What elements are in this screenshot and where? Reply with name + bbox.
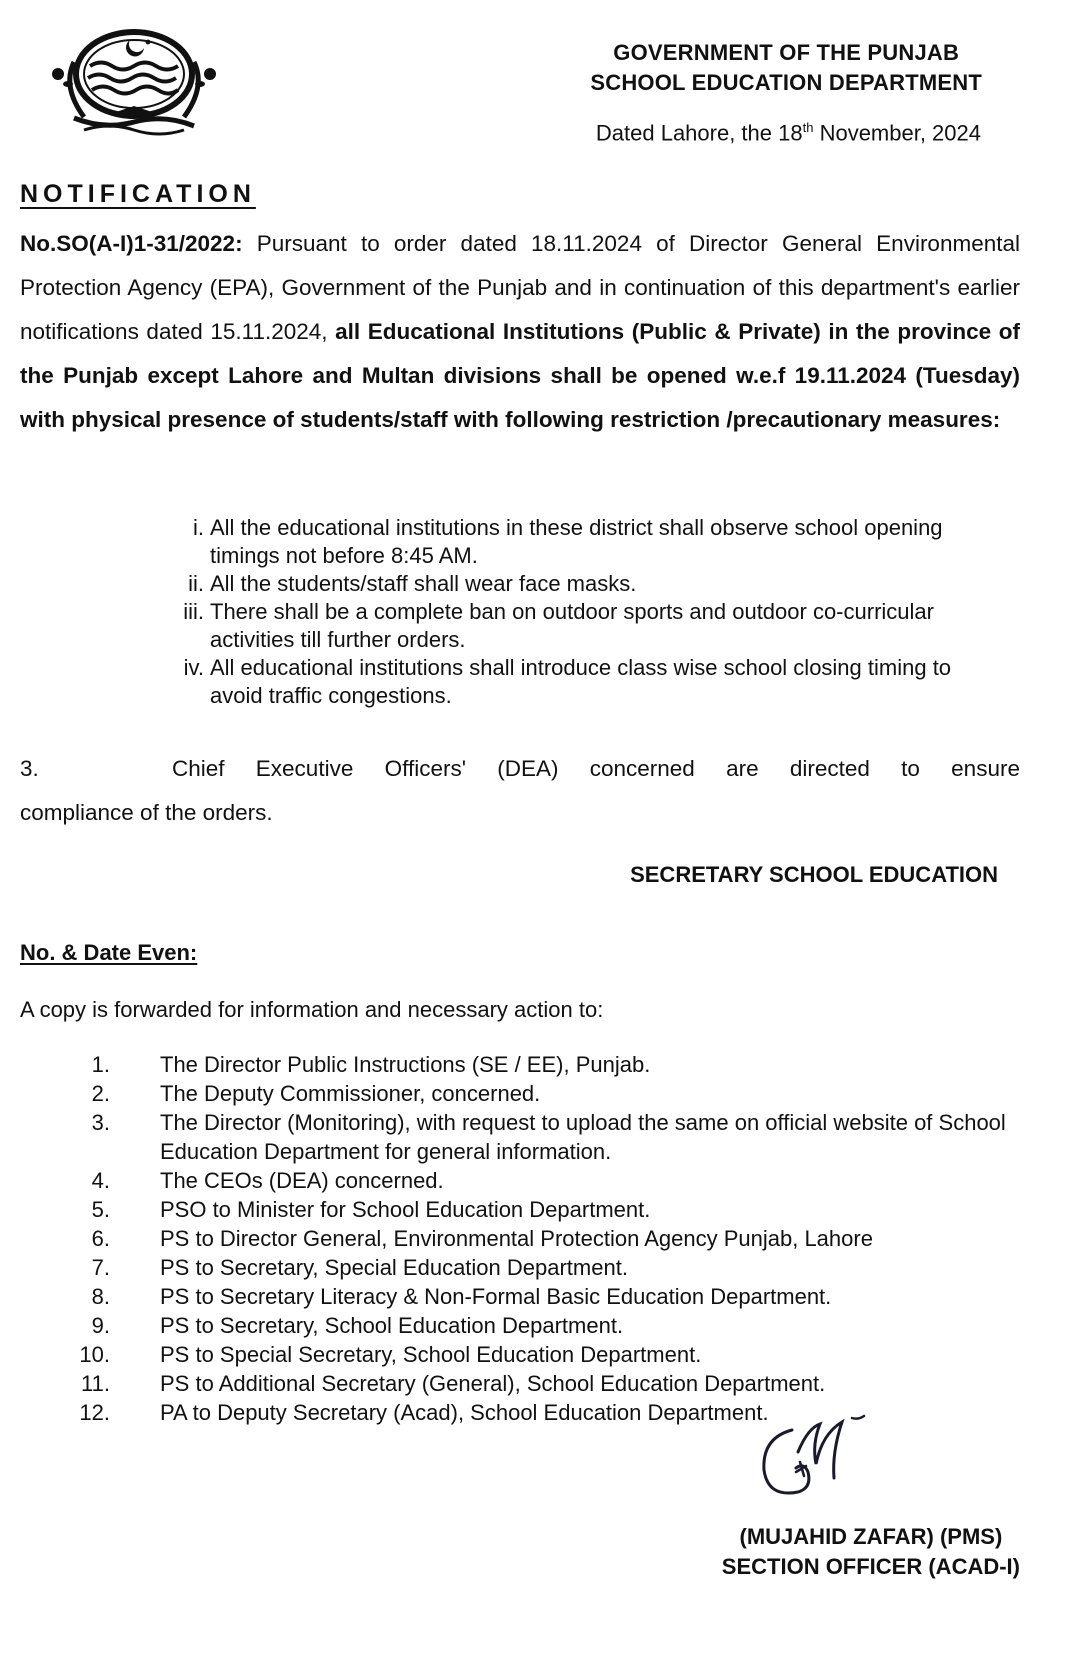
officer-name: (MUJAHID ZAFAR) (PMS) (739, 1524, 1003, 1549)
list-item: 5. PSO to Minister for School Education Department. (91, 1197, 651, 1222)
list-item: 10. PS to Special Secretary, School Education Department. (79, 1342, 702, 1367)
list-item: 11. PS to Additional Secretary (General), School Education Department. (81, 1371, 826, 1396)
punjab-government-emblem-icon (44, 22, 216, 140)
handwritten-signature-icon (752, 1412, 872, 1512)
list-item: 3. The Director (Monitoring), with request to upload the same on official website of School Education Department for general information. (91, 1110, 1006, 1164)
list-item: 8. PS to Secretary Literacy & Non-Formal Basic Education Department. (91, 1284, 832, 1309)
list-item: i. All the educational institutions in these district shall observe school opening timings not before 8:45 AM. (193, 515, 943, 568)
endorsement-heading: No. & Date Even: (20, 940, 198, 965)
letterhead (590, 38, 982, 98)
list-item: 12. PA to Deputy Secretary (Acad), School Education Department. (79, 1400, 769, 1425)
list-item: iii. There shall be a complete ban on outdoor sports and outdoor co-curricular activities till further orders. (183, 599, 934, 652)
paragraph-3: 3. Chief Executive Officers' (DEA) concerned are directed to ensure compliance of the orders. (20, 747, 1020, 835)
notification-decision: all Educational Institutions (Public & Private) in the province of the Punjab except Lahore and Multan divisions shall be opened w.e.f 19.11.2024 (Tuesday) with physical presence of students/staff with following restriction /precautionary measures: (20, 319, 1020, 432)
reference-number: No.SO(A-I)1-31/2022: (20, 231, 243, 256)
list-item: 4. The CEOs (DEA) concerned. (91, 1168, 444, 1193)
distribution-list (70, 1050, 1030, 1427)
date-line: Dated Lahore, the 18th November, 2024 (595, 120, 981, 146)
list-item: 6. PS to Director General, Environmental Protection Agency Punjab, Lahore (91, 1226, 873, 1251)
list-item: 1. The Director Public Instructions (SE / EE), Punjab. (91, 1052, 651, 1077)
list-item: iv. All educational institutions shall introduce class wise school closing timing to avoid traffic congestions. (183, 655, 952, 708)
signatory-block (722, 1522, 1020, 1582)
list-item: 7. PS to Secretary, Special Education Department. (91, 1255, 628, 1280)
officer-designation: SECTION OFFICER (ACAD-I) (721, 1554, 1020, 1579)
list-item: ii. All the students/staff shall wear face masks. (188, 571, 637, 596)
secretary-signatory: SECRETARY SCHOOL EDUCATION (630, 862, 998, 887)
notification-body: No.SO(A-I)1-31/2022: Pursuant to order dated 18.11.2024 of Director General Environmental Protection Agency (EPA), Government of the Punjab and in continuation of this department's earlier notifications dated 15.11.2024, all Educational Institutions (Public & Private) in the province of the Punjab except Lahore and Multan divisions shall be opened w.e.f 19.11.2024 (Tuesday) with physical presence of students/staff with following restriction /precautionary measures: (20, 231, 1020, 432)
measures-list (170, 514, 990, 710)
government-title: GOVERNMENT OF THE PUNJAB (613, 40, 960, 65)
paragraph-number: 3. (20, 756, 39, 781)
list-item: 9. PS to Secretary, School Education Department. (91, 1313, 624, 1338)
notification-title: NOTIFICATION (20, 180, 256, 208)
list-item: 2. The Deputy Commissioner, concerned. (91, 1081, 541, 1106)
forward-intro: A copy is forwarded for information and necessary action to: (20, 997, 604, 1022)
department-title: SCHOOL EDUCATION DEPARTMENT (590, 70, 982, 95)
